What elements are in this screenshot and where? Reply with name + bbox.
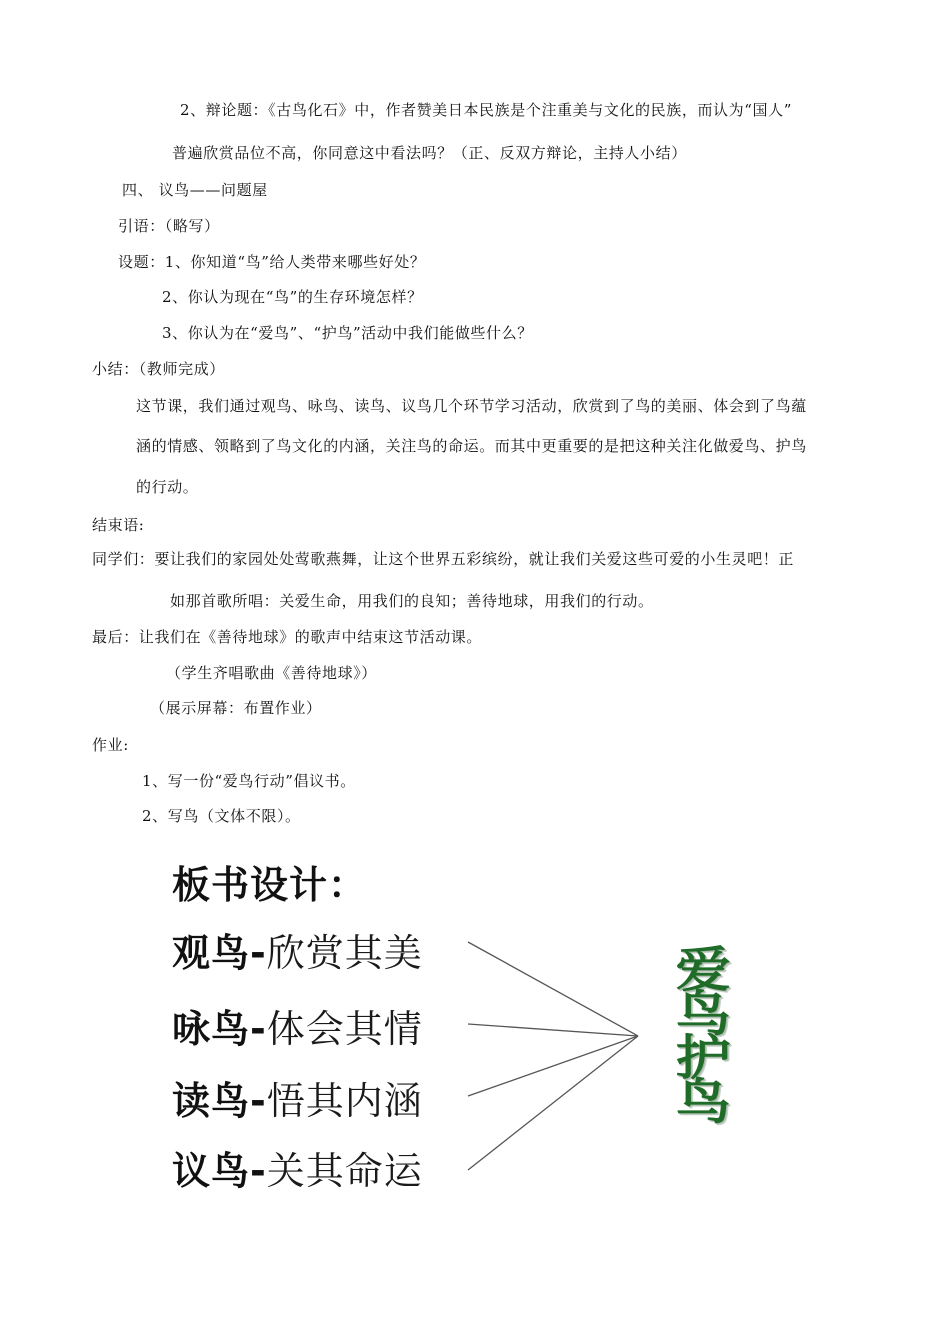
connector-line-1 [468,942,638,1036]
closing-text-1: 同学们：要让我们的家园处处莺歌燕舞，让这个世界五彩缤纷，就让我们关爱这些可爱的小生灵吧！正 [92,550,795,568]
closing-text-2: 如那首歌所唱：关爱生命，用我们的良知；善待地球，用我们的行动。 [170,592,654,610]
summary-text-1: 这节课，我们通过观鸟、咏鸟、读鸟、议鸟几个环节学习活动，欣赏到了鸟的美丽、体会到了鸟蕴 [136,397,807,415]
final-line: 最后：让我们在《善待地球》的歌声中结束这节活动课。 [92,628,483,646]
section-heading-discuss: 四、 议鸟——问题屋 [122,181,268,199]
summary-label: 小结：（教师完成） [92,360,225,378]
question-3: 3、你认为在“爱鸟”、“护鸟”活动中我们能做些什么？ [162,324,533,342]
board-row-discuss [172,1140,423,1195]
summary-text-2: 涵的情感、领略到了鸟文化的内涵，关注鸟的命运。而其中更重要的是把这种关注化做爱鸟、护鸟 [136,437,807,455]
question-2: 2、你认为现在“鸟”的生存环境怎样？ [162,288,423,306]
song-note: （学生齐唱歌曲《善待地球》） [166,664,377,682]
homework-item-2: 2、写鸟（文体不限）。 [142,807,301,825]
connector-line-4 [468,1036,638,1170]
closing-label: 结束语: [92,516,145,534]
board-row-value: 欣赏其美 [266,931,423,975]
board-row-chant [172,998,423,1053]
board-row-read [172,1070,423,1125]
debate-question-line-2: 普遍欣赏品位不高，你同意这中看法吗？（正、反双方辩论，主持人小结） [172,144,687,162]
board-row-value: 悟其内涵 [266,1079,423,1123]
homework-label: 作业: [92,736,129,754]
board-row-watch [172,922,423,977]
summary-text-3: 的行动。 [136,478,199,496]
board-row-key: 咏鸟- [172,1007,267,1051]
board-row-key: 观鸟- [172,931,267,975]
blackboard-design [160,848,780,1193]
homework-item-1: 1、写一份“爱鸟行动”倡议书。 [142,772,356,790]
connector-line-3 [468,1036,638,1096]
board-row-key: 议鸟- [172,1149,267,1193]
board-row-key: 读鸟- [172,1079,267,1123]
question-1: 设题：1、你知道“鸟”给人类带来哪些好处？ [118,253,426,271]
board-row-value: 体会其情 [266,1007,423,1051]
love-protect-birds-title: 爱鸟护鸟 [665,944,731,1120]
screen-note: （展示屏幕：布置作业） [150,699,322,717]
debate-question-line-1: 2、辩论题：《古鸟化石》中，作者赞美日本民族是个注重美与文化的民族，而认为“国人” [180,101,792,119]
connector-line-2 [468,1024,638,1036]
board-row-value: 关其命运 [266,1149,423,1193]
intro-line: 引语：（略写） [118,217,220,235]
board-title: 板书设计： [172,863,368,907]
